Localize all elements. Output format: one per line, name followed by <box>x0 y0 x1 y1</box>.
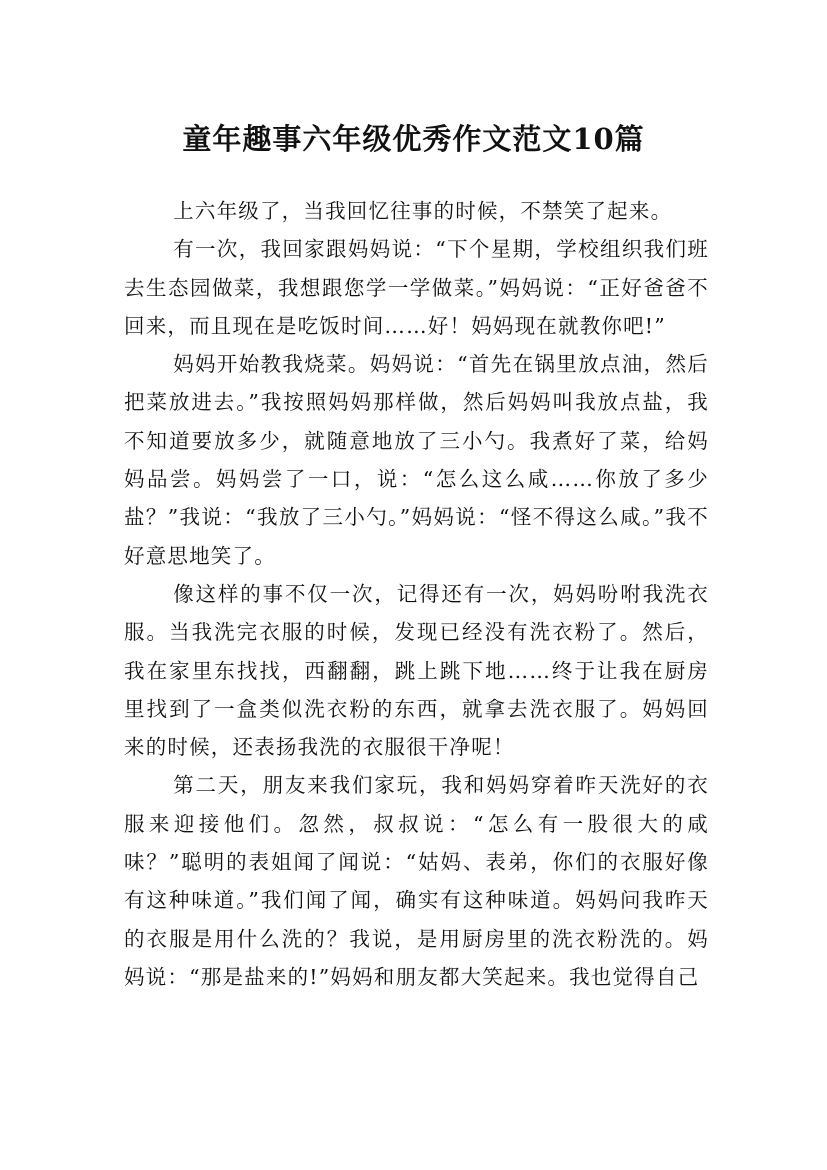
paragraph-4: 像这样的事不仅一次，记得还有一次，妈妈吩咐我洗衣服。当我洗完衣服的时候，发现已经没有洗衣粉了。然后，我在家里东找找，西翻翻，跳上跳下地……终于让我在厨房里找到了一盒类似洗衣粉的东西，就拿去洗衣服了。妈妈回来的时候，还表扬我洗的衣服很干净呢！ <box>124 581 709 760</box>
paragraph-5: 第二天，朋友来我们家玩，我和妈妈穿着昨天洗好的衣服来迎接他们。忽然，叔叔说：“怎么有一股很大的咸味？”聪明的表姐闻了闻说：“姑妈、表弟，你们的衣服好像有这种味道。”我们闻了闻，确实有这种味道。妈妈问我昨天的衣服是用什么洗的？我说，是用厨房里的洗衣粉洗的。妈妈说：“那是盐来的!”妈妈和朋友都大笑起来。我也觉得自己 <box>124 773 709 989</box>
document-body <box>124 192 709 996</box>
paragraph-1: 上六年级了，当我回忆往事的时候，不禁笑了起来。 <box>173 199 673 223</box>
paragraph-3: 妈妈开始教我烧菜。妈妈说：“首先在锅里放点油，然后把菜放进去。”我按照妈妈那样做，然后妈妈叫我放点盐，我不知道要放多少，就随意地放了三小勺。我煮好了菜，给妈妈品尝。妈妈尝了一口，说：“怎么这么咸……你放了多少盐？”我说：“我放了三小勺。”妈妈说：“怪不得这么咸。”我不好意思地笑了。 <box>124 352 709 568</box>
document-title: 童年趣事六年级优秀作文范文10篇 <box>182 122 645 157</box>
paragraph-2: 有一次，我回家跟妈妈说：“下个星期，学校组织我们班去生态园做菜，我想跟您学一学做菜。”妈妈说：“正好爸爸不回来，而且现在是吃饭时间……好！妈妈现在就教你吧!” <box>124 237 709 338</box>
